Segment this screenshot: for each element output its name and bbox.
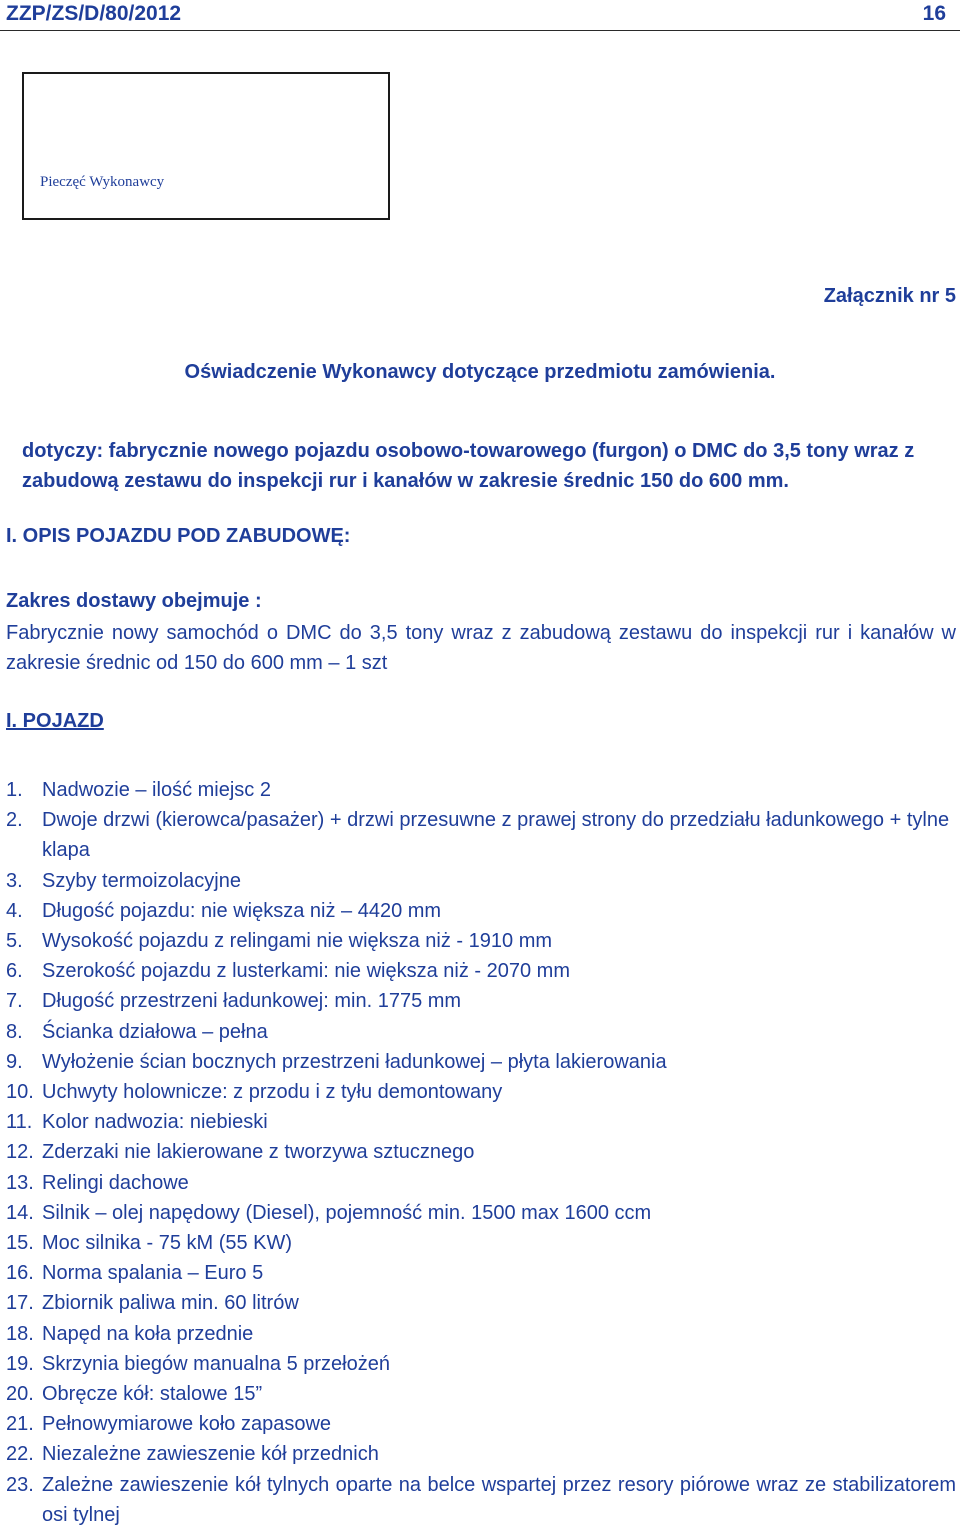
list-item bbox=[6, 1439, 956, 1469]
list-item bbox=[6, 926, 956, 956]
list-item bbox=[6, 1470, 956, 1530]
list-item bbox=[6, 1349, 956, 1379]
item-text: Nadwozie – ilość miejsc 2 bbox=[42, 779, 271, 801]
item-text: Niezależne zawieszenie kół przednich bbox=[42, 1443, 379, 1466]
stamp-label: Pieczęć Wykonawcy bbox=[40, 174, 165, 190]
list-item bbox=[6, 775, 956, 805]
page-header bbox=[0, 0, 960, 31]
item-number: 16. bbox=[6, 1262, 34, 1285]
item-text: Zderzaki nie lakierowane z tworzywa sztucznego bbox=[42, 1141, 475, 1164]
item-number: 12. bbox=[6, 1141, 34, 1164]
page-number: 16 bbox=[922, 2, 946, 25]
list-item bbox=[6, 1228, 956, 1258]
scope-label: Zakres dostawy obejmuje : bbox=[6, 590, 262, 612]
list-item bbox=[6, 986, 956, 1016]
item-number: 9. bbox=[6, 1050, 23, 1073]
list-item bbox=[6, 1047, 956, 1077]
item-text: Kolor nadwozia: niebieski bbox=[42, 1111, 268, 1134]
list-item bbox=[6, 1258, 956, 1288]
list-item bbox=[6, 896, 956, 926]
item-number: 3. bbox=[6, 869, 23, 892]
list-item bbox=[6, 1077, 956, 1107]
item-text: Ścianka działowa – pełna bbox=[42, 1020, 268, 1043]
item-text: Długość pojazdu: nie większa niż – 4420 mm bbox=[42, 899, 442, 922]
item-text: Szerokość pojazdu z lusterkami: nie większa niż - 2070 mm bbox=[42, 960, 570, 983]
list-item bbox=[6, 1379, 956, 1409]
item-number: 11. bbox=[6, 1111, 33, 1134]
list-item bbox=[6, 1017, 956, 1047]
item-text: Silnik – olej napędowy (Diesel), pojemność min. 1500 max 1600 ccm bbox=[42, 1201, 652, 1224]
subject-text: dotyczy: fabrycznie nowego pojazdu osobowo-towarowego (furgon) o DMC do 3,5 tony wraz z zabudową zestawu do inspekcji rur i kanałów w zakresie średnic 150 do 600 mm. bbox=[22, 440, 915, 492]
item-number: 2. bbox=[6, 809, 23, 832]
vehicle-heading: I. POJAZD bbox=[6, 710, 104, 732]
list-item bbox=[6, 956, 956, 986]
item-text: Napęd na koła przednie bbox=[42, 1322, 254, 1345]
annex-label: Załącznik nr 5 bbox=[823, 285, 956, 307]
item-number: 14. bbox=[6, 1201, 34, 1224]
list-item bbox=[6, 1319, 956, 1349]
item-text: Uchwyty holownicze: z przodu i z tyłu demontowany bbox=[42, 1081, 503, 1104]
item-number: 17. bbox=[6, 1292, 34, 1315]
item-text: Zbiornik paliwa min. 60 litrów bbox=[42, 1292, 299, 1315]
list-item bbox=[6, 1168, 956, 1198]
item-number: 23. bbox=[6, 1473, 34, 1496]
item-text: Skrzynia biegów manualna 5 przełożeń bbox=[42, 1352, 390, 1375]
item-text: Wyłożenie ścian bocznych przestrzeni ładunkowej – płyta lakierowania bbox=[42, 1050, 667, 1073]
item-number: 1. bbox=[6, 779, 23, 801]
document-id: ZZP/ZS/D/80/2012 bbox=[6, 2, 182, 25]
item-text: Norma spalania – Euro 5 bbox=[42, 1262, 264, 1285]
item-number: 18. bbox=[6, 1322, 34, 1345]
list-item bbox=[6, 866, 956, 896]
item-text: Szyby termoizolacyjne bbox=[42, 869, 241, 892]
item-text: Zależne zawieszenie kół tylnych oparte na belce wspartej przez resory piórowe wraz ze stabilizatorem osi tylnej bbox=[42, 1473, 956, 1526]
item-text: Relingi dachowe bbox=[42, 1171, 189, 1194]
item-number: 22. bbox=[6, 1443, 34, 1466]
list-item bbox=[6, 1107, 956, 1137]
item-text: Dwoje drzwi (kierowca/pasażer) + drzwi przesuwne z prawej strony do przedziału ładunkowego + tylne klapa bbox=[42, 809, 950, 862]
item-text: Długość przestrzeni ładunkowej: min. 1775 mm bbox=[42, 990, 462, 1013]
item-number: 15. bbox=[6, 1232, 34, 1255]
vehicle-spec-list bbox=[6, 775, 956, 1530]
list-item bbox=[6, 1137, 956, 1167]
item-text: Obręcze kół: stalowe 15” bbox=[42, 1383, 263, 1406]
scope-text: Fabrycznie nowy samochód o DMC do 3,5 tony wraz z zabudową zestawu do inspekcji rur i kanałów w zakresie średnic od 150 do 600 mm – 1 szt bbox=[6, 622, 956, 674]
item-text: Pełnowymiarowe koło zapasowe bbox=[42, 1413, 332, 1436]
item-text: Moc silnika - 75 kM (55 KW) bbox=[42, 1232, 293, 1255]
page-title: Oświadczenie Wykonawcy dotyczące przedmiotu zamówienia. bbox=[184, 361, 776, 383]
item-text: Wysokość pojazdu z relingami nie większa niż - 1910 mm bbox=[42, 930, 553, 953]
section-heading: I. OPIS POJAZDU POD ZABUDOWĘ: bbox=[6, 525, 351, 547]
item-number: 6. bbox=[6, 960, 23, 983]
list-item bbox=[6, 1198, 956, 1228]
item-number: 10. bbox=[6, 1081, 34, 1104]
item-number: 7. bbox=[6, 990, 23, 1013]
item-number: 19. bbox=[6, 1352, 34, 1375]
list-item bbox=[6, 1288, 956, 1318]
list-item bbox=[6, 805, 956, 865]
contractor-stamp-box bbox=[22, 72, 390, 220]
item-number: 5. bbox=[6, 930, 23, 953]
item-number: 20. bbox=[6, 1383, 34, 1406]
list-item bbox=[6, 1409, 956, 1439]
item-number: 4. bbox=[6, 899, 23, 922]
item-number: 13. bbox=[6, 1171, 34, 1194]
item-number: 8. bbox=[6, 1020, 23, 1043]
item-number: 21. bbox=[6, 1413, 34, 1436]
